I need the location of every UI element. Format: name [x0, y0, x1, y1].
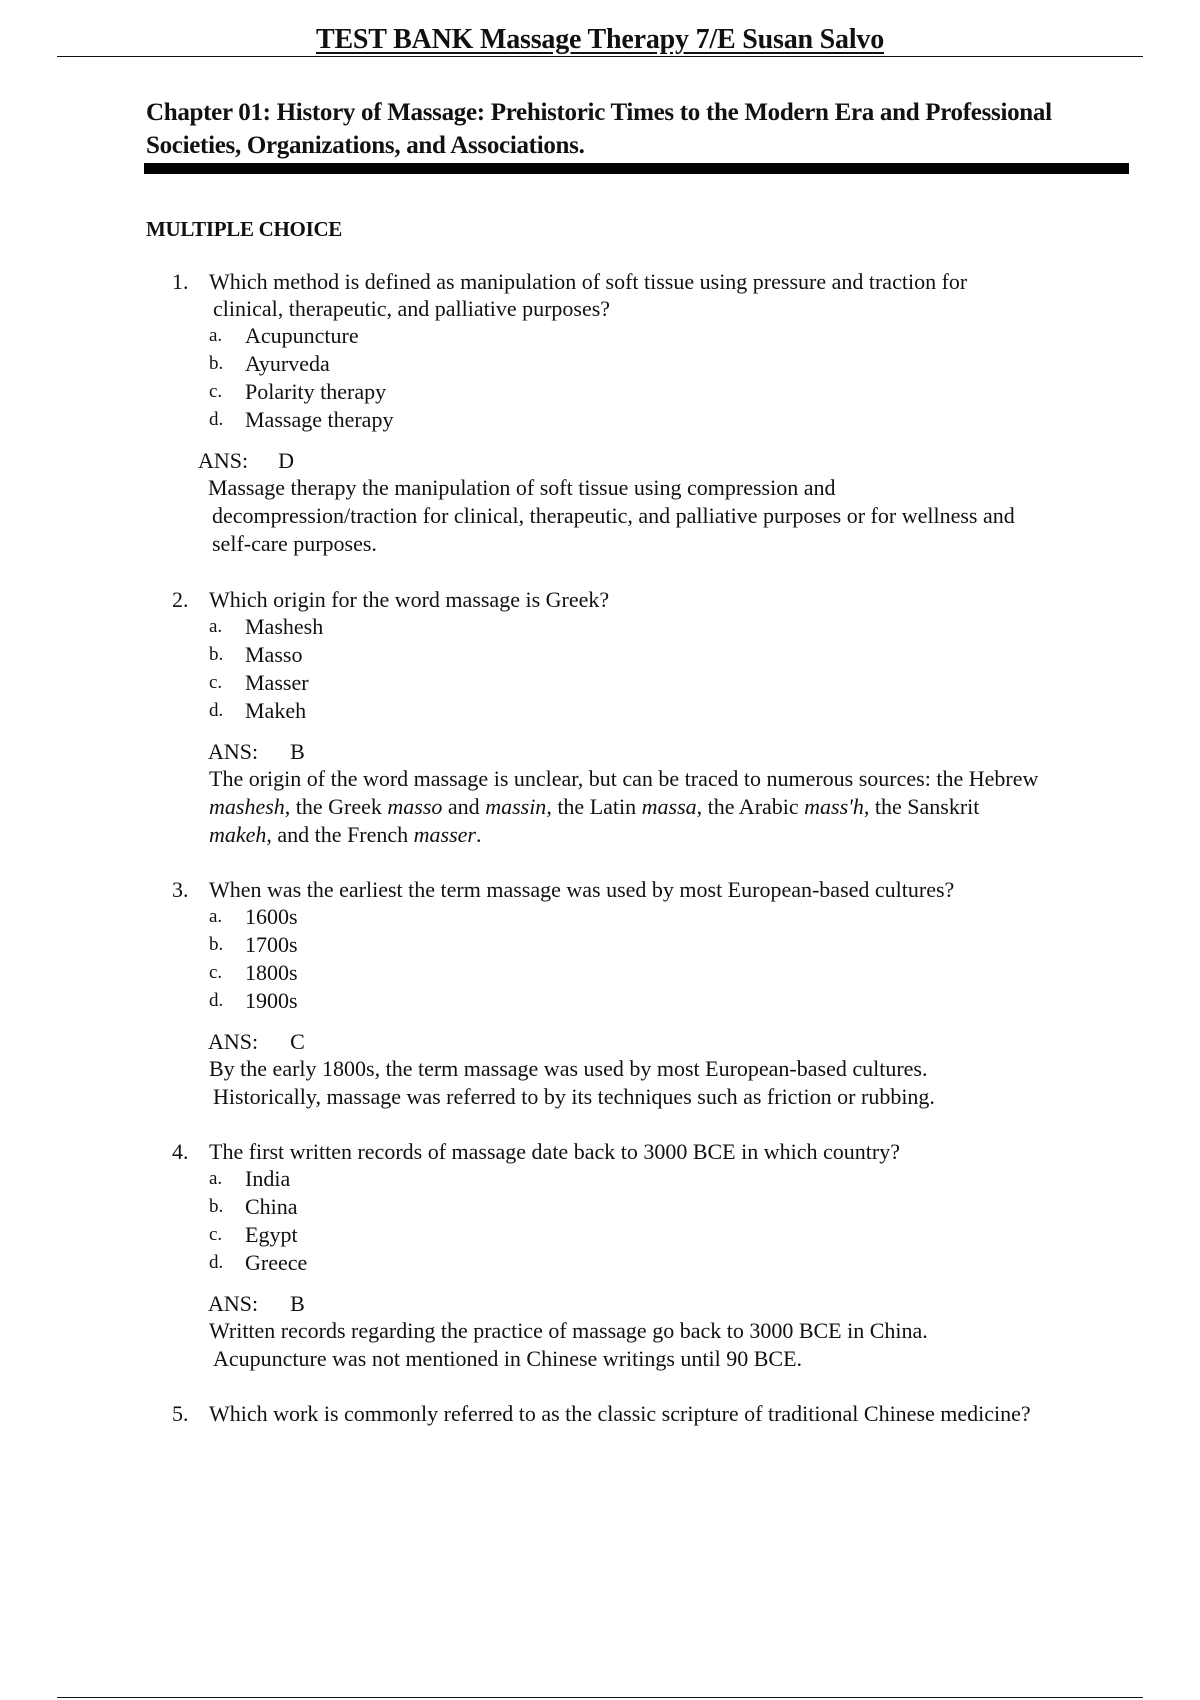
option-b	[172, 931, 1122, 959]
option-text: 1800s	[245, 960, 298, 985]
term-sanskrit: makeh	[209, 822, 267, 847]
answer-letter: B	[290, 739, 305, 764]
rationale-text: The origin of the word massage is unclear, but can be traced to numerous sources: the Hebrew	[209, 766, 1039, 791]
question-number: 2.	[172, 587, 189, 612]
rationale-line	[209, 821, 1122, 849]
option-text: Ayurveda	[245, 351, 330, 376]
answer-rationale	[208, 1317, 1122, 1373]
option-text: 1900s	[245, 988, 298, 1013]
question-stem	[172, 586, 1122, 613]
rationale-line: Acupuncture was not mentioned in Chinese writings until 90 BCE.	[213, 1346, 803, 1371]
option-c	[172, 1221, 1122, 1249]
answer-key-line	[198, 448, 1122, 474]
option-b	[172, 350, 1122, 378]
rationale-line: By the early 1800s, the term massage was used by most European-based cultures.	[209, 1056, 928, 1081]
option-c	[172, 959, 1122, 987]
rationale-line: Historically, massage was referred to by its techniques such as friction or rubbing.	[213, 1084, 935, 1109]
option-text: Polarity therapy	[245, 379, 387, 404]
option-letter: c.	[209, 672, 223, 693]
question-stem	[172, 1400, 1172, 1427]
option-text: Masso	[245, 642, 303, 667]
question-stem-line: When was the earliest the term massage was used by most European-based cultures?	[209, 877, 955, 902]
option-letter: d.	[209, 1252, 224, 1273]
term-greek-2: massin	[485, 794, 547, 819]
header-rule	[57, 56, 1143, 57]
rationale-text: , and the French	[266, 822, 414, 847]
rationale-text: , the Latin	[546, 794, 642, 819]
answer-label: ANS:	[208, 1029, 259, 1054]
option-text: Masser	[245, 670, 309, 695]
answer-letter: B	[290, 1291, 305, 1316]
option-b	[172, 641, 1122, 669]
footer-rule	[57, 1697, 1143, 1698]
option-letter: d.	[209, 409, 224, 430]
question-stem-line: Which origin for the word massage is Greek?	[209, 587, 610, 612]
option-letter: c.	[209, 962, 223, 983]
rationale-text: , the Greek	[284, 794, 388, 819]
answer-options	[172, 613, 1122, 725]
option-letter: a.	[209, 1168, 223, 1189]
rationale-line	[209, 793, 1122, 821]
chapter-title-line-1: Chapter 01: History of Massage: Prehistoric Times to the Modern Era and Professional	[146, 99, 1052, 126]
answer-block	[172, 739, 1122, 849]
answer-options	[172, 903, 1122, 1015]
option-text: Massage therapy	[245, 407, 394, 432]
question-number: 3.	[172, 877, 189, 902]
option-letter: c.	[209, 1224, 223, 1245]
question-stem	[172, 1138, 1122, 1165]
option-c	[172, 378, 1122, 406]
option-letter: a.	[209, 325, 223, 346]
answer-letter: D	[278, 448, 295, 473]
answer-label: ANS:	[198, 448, 249, 473]
answer-label: ANS:	[208, 1291, 259, 1316]
option-letter: b.	[209, 934, 224, 955]
rationale-text: , the Sanskrit	[863, 794, 980, 819]
term-french: masser	[413, 822, 476, 847]
chapter-title-line-2: Societies, Organizations, and Associations.	[146, 132, 585, 159]
option-text: 1600s	[245, 904, 298, 929]
option-d	[172, 406, 1122, 434]
option-text: 1700s	[245, 932, 298, 957]
option-text: Acupuncture	[245, 323, 359, 348]
option-text: Greece	[245, 1250, 308, 1275]
question-stem	[172, 876, 1122, 903]
answer-rationale	[208, 765, 1122, 849]
option-text: China	[245, 1194, 298, 1219]
answer-block	[172, 1029, 1122, 1111]
option-text: India	[245, 1166, 291, 1191]
option-d	[172, 987, 1122, 1015]
option-a	[172, 613, 1122, 641]
term-arabic: mass'h	[804, 794, 864, 819]
question-3	[172, 876, 1122, 1111]
option-letter: d.	[209, 990, 224, 1011]
answer-block	[172, 1291, 1122, 1373]
option-letter: d.	[209, 700, 224, 721]
option-letter: b.	[209, 353, 224, 374]
document-header-title: TEST BANK Massage Therapy 7/E Susan Salvo	[315, 24, 885, 55]
option-letter: a.	[209, 906, 223, 927]
question-number: 1.	[172, 269, 189, 294]
option-b	[172, 1193, 1122, 1221]
rationale-text: .	[476, 822, 482, 847]
option-a	[172, 322, 1122, 350]
rationale-text: , the Arabic	[696, 794, 805, 819]
option-c	[172, 669, 1122, 697]
answer-rationale	[198, 474, 1122, 558]
rationale-line: Written records regarding the practice of massage go back to 3000 BCE in China.	[209, 1318, 928, 1343]
question-number: 4.	[172, 1139, 189, 1164]
answer-key-line	[208, 1291, 1122, 1317]
answer-options	[172, 1165, 1122, 1277]
rationale-line: Massage therapy the manipulation of soft tissue using compression and	[208, 475, 836, 500]
option-d	[172, 1249, 1122, 1277]
question-4	[172, 1138, 1122, 1373]
answer-options	[172, 322, 1122, 434]
option-a	[172, 903, 1122, 931]
option-letter: b.	[209, 644, 224, 665]
question-stem-line: The first written records of massage date back to 3000 BCE in which country?	[209, 1139, 900, 1164]
option-d	[172, 697, 1122, 725]
term-hebrew: mashesh	[209, 794, 285, 819]
option-letter: b.	[209, 1196, 224, 1217]
option-letter: c.	[209, 381, 223, 402]
option-text: Makeh	[245, 698, 307, 723]
term-greek-1: masso	[387, 794, 443, 819]
option-text: Mashesh	[245, 614, 324, 639]
answer-letter: C	[290, 1029, 305, 1054]
question-stem-line: Which work is commonly referred to as the classic scripture of traditional Chinese medicine?	[209, 1401, 1031, 1426]
rationale-line: decompression/traction for clinical, therapeutic, and palliative purposes or for wellness and	[212, 503, 1015, 528]
question-stem-line: Which method is defined as manipulation of soft tissue using pressure and traction for	[209, 269, 968, 294]
answer-label: ANS:	[208, 739, 259, 764]
section-heading: MULTIPLE CHOICE	[146, 217, 343, 241]
chapter-divider-bar	[144, 163, 1129, 174]
question-stem-line: clinical, therapeutic, and palliative purposes?	[213, 296, 611, 321]
question-stem	[172, 268, 1122, 322]
answer-key-line	[208, 1029, 1122, 1055]
option-text: Egypt	[245, 1222, 298, 1247]
answer-key-line	[208, 739, 1122, 765]
term-latin: massa	[641, 794, 697, 819]
option-a	[172, 1165, 1122, 1193]
chapter-title	[146, 96, 1126, 162]
question-number: 5.	[172, 1401, 189, 1426]
question-2	[172, 586, 1122, 849]
question-5	[172, 1400, 1172, 1427]
rationale-line: self-care purposes.	[212, 531, 377, 556]
option-letter: a.	[209, 616, 223, 637]
answer-block	[172, 448, 1122, 558]
rationale-line	[209, 765, 1122, 793]
rationale-text: and	[442, 794, 486, 819]
answer-rationale	[208, 1055, 1122, 1111]
question-1	[172, 268, 1122, 558]
